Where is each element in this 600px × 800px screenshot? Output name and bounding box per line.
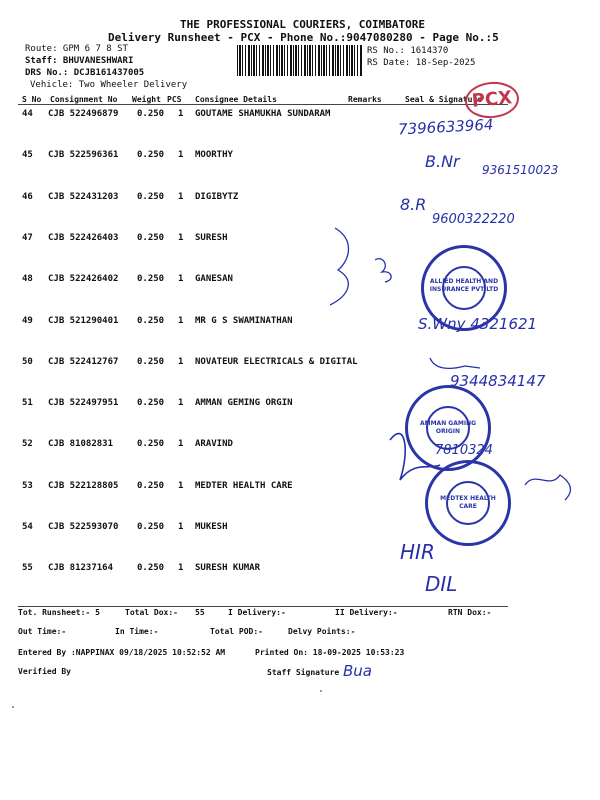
row-weight: 0.250 — [137, 357, 165, 367]
delvy-points: Delvy Points:- — [288, 627, 356, 636]
row-pcs: 1 — [178, 233, 184, 243]
row-sno: 47 — [22, 233, 33, 243]
row-consignee: MEDTER HEALTH CARE — [195, 481, 293, 491]
handwritten-phone-52: 7810324 — [435, 443, 493, 458]
barcode — [237, 45, 363, 76]
row-consignee: MR G S SWAMINATHAN — [195, 316, 293, 326]
handwritten-sign-55: DIL — [425, 572, 458, 596]
row-sno: 44 — [22, 109, 33, 119]
row-pcs: 1 — [178, 357, 184, 367]
handwritten-initials-45: B.Nr — [425, 152, 460, 171]
row-pcs: 1 — [178, 398, 184, 408]
row-pcs: 1 — [178, 150, 184, 160]
row-consignment-no: CJB 522412767 — [48, 357, 119, 367]
row-weight: 0.250 — [137, 481, 165, 491]
row-consignee: GOUTAME SHAMUKHA SUNDARAM — [195, 109, 331, 119]
row-weight: 0.250 — [137, 522, 165, 532]
row-sno: 52 — [22, 439, 33, 449]
row-sno: 45 — [22, 150, 33, 160]
row-consignee: GANESAN — [195, 274, 233, 284]
header-divider — [18, 104, 508, 105]
row-consignment-no: CJB 522497951 — [48, 398, 119, 408]
col-remarks: Remarks — [348, 95, 382, 104]
row-weight: 0.250 — [137, 109, 165, 119]
row-consignee: DIGIBYTZ — [195, 192, 239, 202]
row-consignee: MUKESH — [195, 522, 228, 532]
col-consignee: Consignee Details — [195, 95, 277, 104]
row-pcs: 1 — [178, 274, 184, 284]
row-consignee: AMMAN GEMING ORGIN — [195, 398, 293, 408]
entered-by: Entered By :NAPPINAX 09/18/2025 10:52:52 AM — [18, 648, 226, 657]
row-consignee: SURESH KUMAR — [195, 563, 261, 573]
row-sno: 51 — [22, 398, 33, 408]
row-consignee: ARAVIND — [195, 439, 233, 449]
amman-gaming-seal: AMMAN GAMING ORIGIN — [405, 385, 491, 471]
staff-signature: Bua — [343, 662, 372, 680]
handwritten-sign-54: HIR — [400, 540, 435, 564]
row-weight: 0.250 — [137, 233, 165, 243]
row-consignment-no: CJB 522596361 — [48, 150, 119, 160]
row-pcs: 1 — [178, 481, 184, 491]
row-weight: 0.250 — [137, 192, 165, 202]
staff-label: Staff: BHUVANESHWARI — [25, 56, 134, 66]
row-sno: 50 — [22, 357, 33, 367]
col-consignment: Consignment No — [50, 95, 118, 104]
ii-delivery: II Delivery:- — [335, 608, 398, 617]
row-consignment-no: CJB 81082831 — [48, 439, 114, 449]
row-pcs: 1 — [178, 522, 184, 532]
staff-signature-label: Staff Signature — [267, 668, 340, 677]
row-consignment-no: CJB 521290401 — [48, 316, 119, 326]
handwritten-phone-44: 7396633964 — [397, 115, 494, 139]
handwritten-phone-50: 9344834147 — [450, 372, 546, 390]
rtn-dox: RTN Dox:- — [448, 608, 492, 617]
allied-health-seal: ALLIED HEALTH AND INSURANCE PVT LTD — [421, 245, 507, 331]
row-pcs: 1 — [178, 439, 184, 449]
row-pcs: 1 — [178, 109, 184, 119]
row-pcs: 1 — [178, 192, 184, 202]
row-sno: 46 — [22, 192, 33, 202]
speck — [12, 706, 14, 708]
col-seal-signature: Seal & Signature — [405, 95, 483, 104]
row-consignment-no: CJB 522426403 — [48, 233, 119, 243]
handwritten-phone-46: 9600322220 — [432, 212, 515, 227]
in-time: In Time:- — [115, 627, 159, 636]
row-consignment-no: CJB 81237164 — [48, 563, 114, 573]
handwritten-phone-45: 9361510023 — [482, 163, 559, 177]
row-weight: 0.250 — [137, 316, 165, 326]
row-sno: 55 — [22, 563, 33, 573]
pcx-stamp: PCX — [464, 80, 521, 121]
verified-by: Verified By — [18, 667, 71, 676]
total-dox-label: Total Dox:- — [125, 608, 178, 617]
row-pcs: 1 — [178, 563, 184, 573]
medtex-seal: MEDTEX HEALTH CARE — [425, 460, 511, 546]
vehicle-label: Vehicle: Two Wheeler Delivery — [30, 80, 188, 90]
total-dox-value: 55 — [195, 608, 205, 617]
row-weight: 0.250 — [137, 150, 165, 160]
drs-number: DRS No.: DCJB161437005 — [25, 68, 145, 78]
total-pod: Total POD:- — [210, 627, 263, 636]
row-weight: 0.250 — [137, 439, 165, 449]
col-sno: S No — [22, 95, 42, 104]
row-weight: 0.250 — [137, 274, 165, 284]
row-consignee: NOVATEUR ELECTRICALS & DIGITAL — [195, 357, 358, 367]
tot-runsheet: Tot. Runsheet:- 5 — [18, 608, 100, 617]
row-sno: 48 — [22, 274, 33, 284]
row-pcs: 1 — [178, 316, 184, 326]
runsheet-title: Delivery Runsheet - PCX - Phone No.:9047080280 - Page No.:5 — [108, 31, 499, 44]
row-weight: 0.250 — [137, 398, 165, 408]
row-sno: 53 — [22, 481, 33, 491]
row-sno: 54 — [22, 522, 33, 532]
i-delivery: I Delivery:- — [228, 608, 286, 617]
company-name: THE PROFESSIONAL COURIERS, COIMBATORE — [180, 18, 426, 31]
printed-on: Printed On: 18-09-2025 10:53:23 — [255, 648, 405, 657]
rs-date: RS Date: 18-Sep-2025 — [367, 58, 476, 68]
route-label: Route: GPM 6 7 8 ST — [25, 44, 128, 54]
row-consignment-no: CJB 522496879 — [48, 109, 119, 119]
rs-number: RS No.: 1614370 — [367, 46, 449, 56]
row-consignment-no: CJB 522128805 — [48, 481, 119, 491]
col-pcs: PCS — [167, 95, 182, 104]
row-consignee: MOORTHY — [195, 150, 233, 160]
speck — [320, 690, 322, 692]
col-weight: Weight — [132, 95, 161, 104]
row-consignment-no: CJB 522426402 — [48, 274, 119, 284]
row-consignment-no: CJB 522431203 — [48, 192, 119, 202]
handwritten-sign-49: S.Wny 4321621 — [418, 315, 538, 333]
handwritten-initials-46: 8.R — [400, 195, 427, 214]
row-consignee: SURESH — [195, 233, 228, 243]
footer-divider — [18, 606, 508, 607]
out-time: Out Time:- — [18, 627, 67, 636]
row-sno: 49 — [22, 316, 33, 326]
row-consignment-no: CJB 522593070 — [48, 522, 119, 532]
row-weight: 0.250 — [137, 563, 165, 573]
